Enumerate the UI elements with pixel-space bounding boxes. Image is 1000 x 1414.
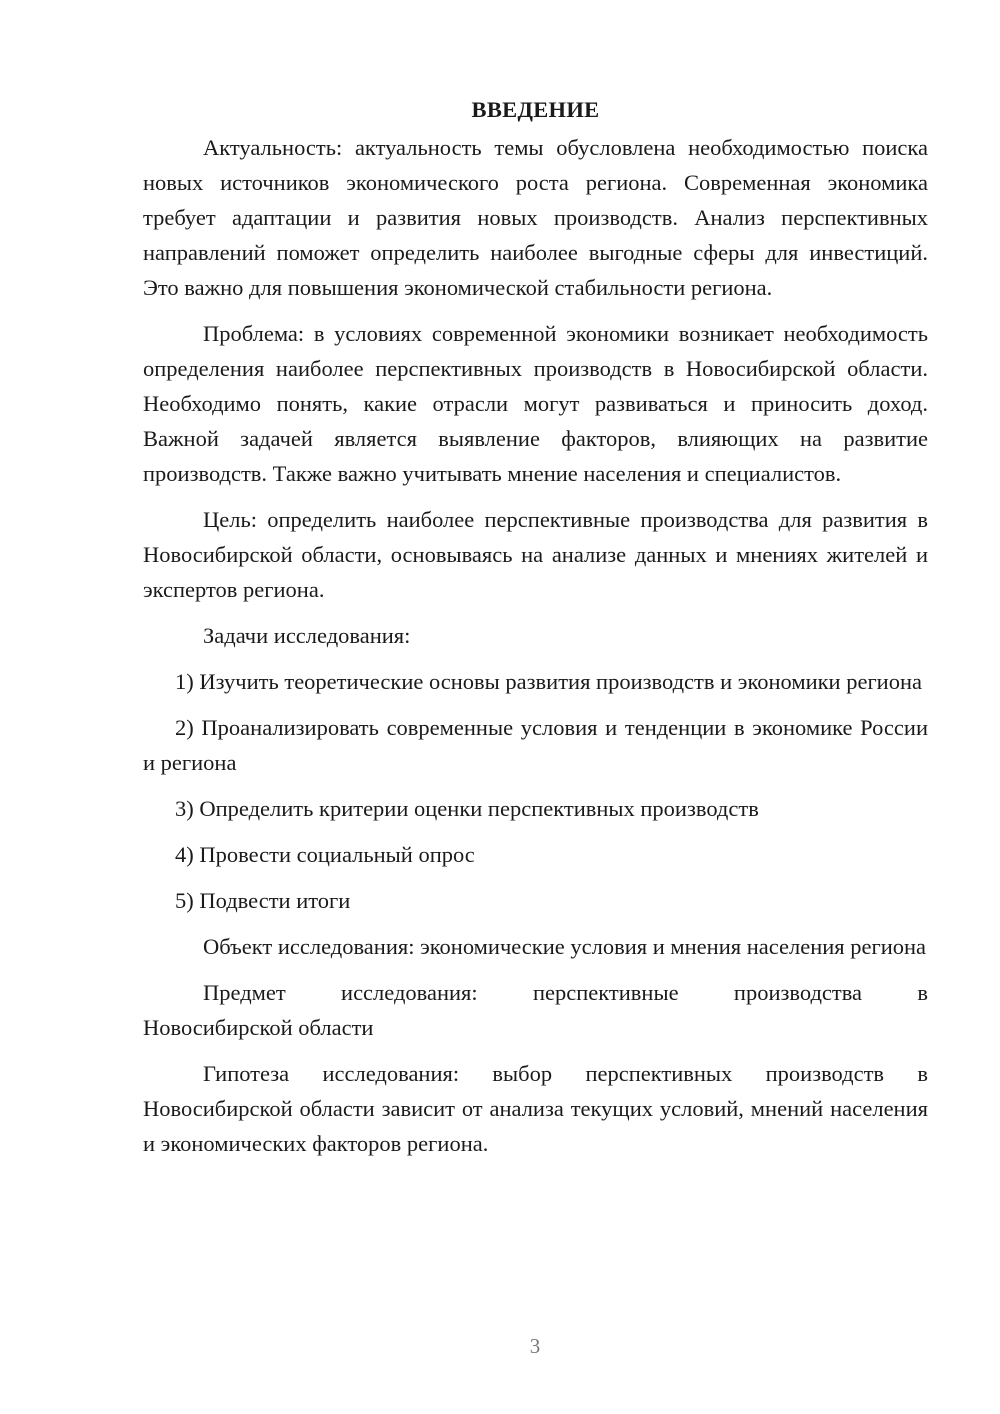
paragraph-spacer xyxy=(143,964,928,975)
paragraph-goal: Цель: определить наиболее перспективные производства для развития в Новосибирской области, основываясь на анализе данных и мнениях жителей и экспертов региона. xyxy=(143,507,928,602)
tasks-heading: Задачи исследования: xyxy=(203,623,411,648)
task-item-5: 5) Подвести итоги xyxy=(175,888,351,913)
paragraph-spacer xyxy=(143,491,928,502)
task-item-2: 2) Проанализировать современные условия и тенденции в экономике России и региона xyxy=(143,715,928,775)
paragraph-problem: Проблема: в условиях современной экономики возникает необходимость определения наиболее перспективных производств в Новосибирской области. Необходимо понять, какие отрасли могут развиваться и приносить доход. Важной задачей является выявление факторов, влияющих на развитие производств. Также важно учитывать мнение населения и специалистов. xyxy=(143,321,928,486)
paragraph-spacer xyxy=(143,780,928,791)
paragraph-spacer xyxy=(143,872,928,883)
task-item-3: 3) Определить критерии оценки перспективных производств xyxy=(175,796,759,821)
paragraph-hypothesis: Гипотеза исследования: выбор перспективных производств в Новосибирской области зависит от анализа текущих условий, мнений населения и экономических факторов региона. xyxy=(143,1061,928,1156)
paragraph-spacer xyxy=(143,918,928,929)
paragraph-spacer xyxy=(143,607,928,618)
task-item-4: 4) Провести социальный опрос xyxy=(175,842,475,867)
paragraph-spacer xyxy=(143,653,928,664)
paragraph-subject-line-1: Предмет исследования: перспективные производства в xyxy=(203,980,928,1005)
page-title: ВВЕДЕНИЕ xyxy=(471,97,600,122)
paragraph-spacer xyxy=(143,699,928,710)
paragraph-spacer xyxy=(143,1045,928,1056)
page-number: 3 xyxy=(529,1334,541,1358)
paragraph-relevance: Актуальность: актуальность темы обусловлена необходимостью поиска новых источников экономического роста региона. Современная экономика требует адаптации и развития новых производств. Анализ перспективных направлений поможет определить наиболее выгодные сферы для инвестиций. Это важно для повышения экономической стабильности региона. xyxy=(143,135,928,300)
paragraph-spacer xyxy=(143,305,928,316)
paragraph-subject-line-2: Новосибирской области xyxy=(143,1015,374,1040)
page-content xyxy=(143,92,928,1161)
paragraph-spacer xyxy=(143,826,928,837)
paragraph-object: Объект исследования: экономические условия и мнения населения региона xyxy=(203,934,927,959)
task-item-1: 1) Изучить теоретические основы развития производств и экономики региона xyxy=(175,669,923,694)
